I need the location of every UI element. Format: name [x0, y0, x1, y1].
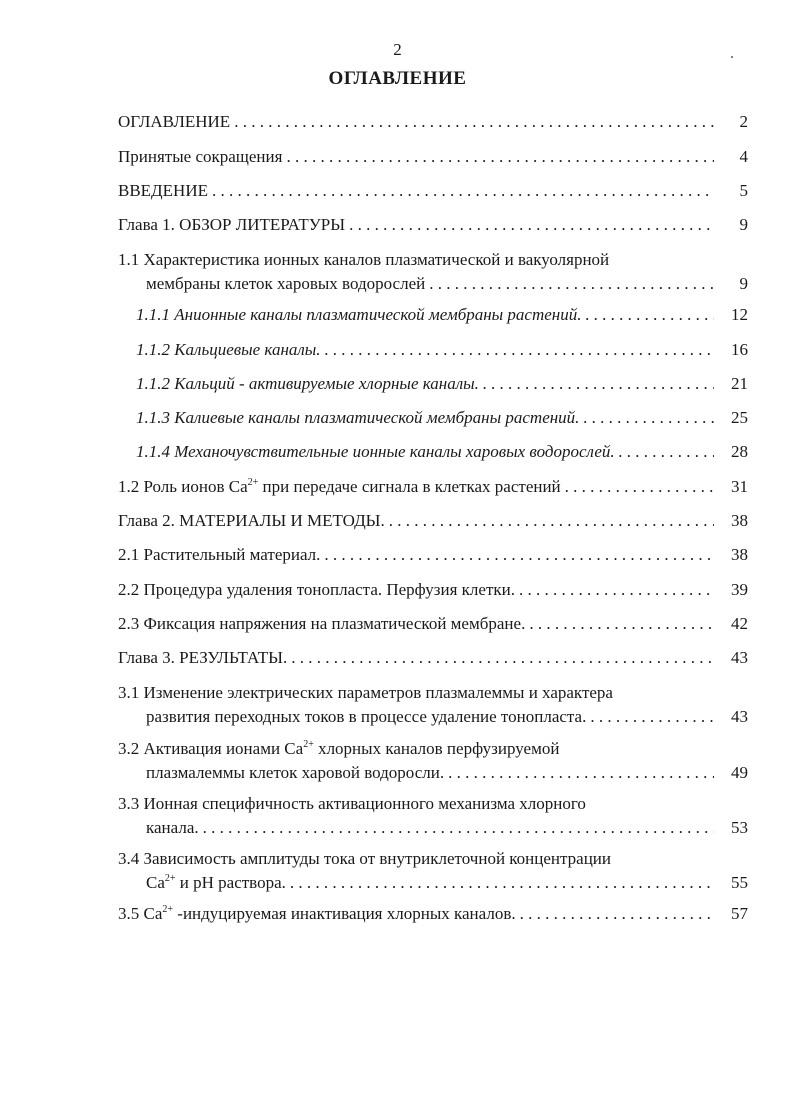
- toc-entry[interactable]: [118, 110, 748, 134]
- superscript-charge: 2+: [303, 739, 314, 750]
- toc-entry-title: 1.1.2 Кальций - активируемые хлорные каналы.: [136, 374, 479, 393]
- toc-entry[interactable]: [118, 509, 748, 533]
- toc-entry-page: 43: [731, 648, 748, 667]
- toc-entry-page: 2: [739, 112, 748, 131]
- toc-entry-title: ВВЕДЕНИЕ: [118, 181, 208, 200]
- toc-entry-title: 2.3 Фиксация напряжения на плазматической мембране.: [118, 614, 526, 633]
- toc-entry-page: 12: [731, 305, 748, 324]
- toc-leader-dots: [583, 406, 714, 430]
- toc-entry-page: 21: [731, 374, 748, 393]
- toc-entry-page: 42: [731, 614, 748, 633]
- toc-title-part: хлорных каналов перфузируемой: [313, 739, 560, 758]
- toc-title-part: Ca: [146, 873, 165, 892]
- toc-entry-page: 39: [731, 580, 748, 599]
- toc-entry-page: 28: [731, 442, 748, 461]
- toc-entry[interactable]: [118, 681, 748, 729]
- toc-entry-page: 4: [739, 147, 748, 166]
- toc-leader-dots: [291, 646, 714, 670]
- toc-entry-page: 57: [731, 904, 748, 923]
- toc-entry[interactable]: [118, 475, 748, 499]
- toc-entry-title-line2: канала.: [146, 818, 199, 837]
- superscript-charge: 2+: [164, 873, 176, 884]
- toc-entry[interactable]: [118, 578, 748, 602]
- toc-entry[interactable]: [118, 248, 748, 296]
- toc-entry-title: Принятые сокращения: [118, 147, 283, 166]
- toc-leader-dots: [389, 509, 714, 533]
- toc-leader-dots: [519, 578, 714, 602]
- toc-entry-title: 1.1.3 Калиевые каналы плазматической мембраны растений.: [136, 408, 580, 427]
- page-title: ОГЛАВЛЕНИЕ: [328, 68, 467, 89]
- superscript-charge: 2+: [247, 477, 259, 488]
- toc-entry[interactable]: [118, 646, 748, 670]
- toc-entry-title-line2: мембраны клеток харовых водорослей: [146, 274, 426, 293]
- page-number: 2: [393, 40, 402, 59]
- toc-entry[interactable]: [136, 406, 748, 430]
- toc-entry-title-line2: [146, 871, 286, 895]
- toc-leader-dots: [429, 272, 714, 296]
- toc-entry-page: 25: [731, 408, 748, 427]
- toc-entry-title-line1: 3.4 Зависимость амплитуды тока от внутриклеточной концентрации: [118, 849, 611, 868]
- toc-entry[interactable]: [118, 145, 748, 169]
- toc-entry[interactable]: [118, 213, 748, 237]
- toc-entry[interactable]: [136, 338, 748, 362]
- toc-leader-dots: [586, 303, 715, 327]
- toc-leader-dots: [290, 871, 714, 895]
- toc-entry-title: Глава 3. РЕЗУЛЬТАТЫ.: [118, 648, 288, 667]
- toc-leader-dots: [590, 705, 714, 729]
- toc-entry[interactable]: [136, 372, 748, 396]
- toc-entry-page: 16: [731, 340, 748, 359]
- toc-entry[interactable]: [136, 303, 748, 327]
- toc-leader-dots: [212, 179, 714, 203]
- toc-entry-title: 1.1.2 Кальциевые каналы.: [136, 340, 321, 359]
- toc-entry-title: [118, 902, 516, 926]
- toc-entry-page: 5: [739, 181, 748, 200]
- toc-leader-dots: [619, 440, 714, 464]
- toc-leader-dots: [448, 761, 714, 785]
- toc-entry-title: 1.1.4 Механочувствительные ионные каналы харовых водорослей.: [136, 442, 615, 461]
- toc-leader-dots: [349, 213, 714, 237]
- toc-entry-page: 53: [731, 818, 748, 837]
- toc-entry[interactable]: [118, 612, 748, 636]
- toc-entry[interactable]: [118, 179, 748, 203]
- toc-title-part: и pH раствора.: [175, 873, 286, 892]
- toc-entry-title-line2: плазмалеммы клеток харовой водоросли.: [146, 763, 445, 782]
- toc-entry-title: Глава 1. ОБЗОР ЛИТЕРАТУРЫ: [118, 215, 346, 234]
- toc-entry-page: 49: [731, 763, 748, 782]
- toc-leader-dots: [565, 475, 714, 499]
- toc-entry-page: 9: [739, 274, 748, 293]
- toc-title-part: -индуцируемая инактивация хлорных каналов.: [173, 904, 516, 923]
- toc-entry-title-line1: [118, 737, 748, 761]
- toc-leader-dots: [325, 338, 714, 362]
- toc-entry[interactable]: [118, 902, 748, 926]
- superscript-charge: 2+: [162, 904, 174, 915]
- toc-leader-dots: [520, 902, 714, 926]
- toc-title-part: при передаче сигнала в клетках растений: [258, 477, 561, 496]
- toc-entry-title: [118, 475, 561, 499]
- toc-title-part: 3.2 Активация ионами Ca: [118, 739, 304, 758]
- toc-entry-title: 1.1.1 Анионные каналы плазматической мембраны растений.: [136, 305, 582, 324]
- toc-entry-title-line1: 3.1 Изменение электрических параметров плазмалеммы и характера: [118, 683, 613, 702]
- toc-entry[interactable]: [136, 440, 748, 464]
- toc-entry[interactable]: [118, 737, 748, 785]
- toc-leader-dots: [203, 816, 714, 840]
- toc-entry-page: 38: [731, 545, 748, 564]
- toc-leader-dots: [483, 372, 714, 396]
- toc-leader-dots: [324, 543, 714, 567]
- toc-entry[interactable]: [118, 543, 748, 567]
- toc-entry-title: Глава 2. МАТЕРИАЛЫ И МЕТОДЫ.: [118, 511, 385, 530]
- toc-entry-title: 2.2 Процедура удаления тонопласта. Перфузия клетки.: [118, 580, 515, 599]
- toc-leader-dots: [286, 145, 714, 169]
- toc-entry-title-line1: 3.3 Ионная специфичность активационного механизма хлорного: [118, 794, 586, 813]
- toc-entry-page: 43: [731, 707, 748, 726]
- toc-entry-page: 9: [739, 215, 748, 234]
- toc-entry-page: 38: [731, 511, 748, 530]
- toc-entry-page: 55: [731, 873, 748, 892]
- toc-entry-title-line1: 1.1 Характеристика ионных каналов плазматической и вакуолярной: [118, 250, 610, 269]
- toc-entry[interactable]: [118, 847, 748, 895]
- toc-entry[interactable]: [118, 792, 748, 840]
- toc-entry-title-line2: развития переходных токов в процессе удаление тонопласта.: [146, 707, 587, 726]
- toc-leader-dots: [529, 612, 714, 636]
- toc-entry-title: ОГЛАВЛЕНИЕ: [118, 112, 231, 131]
- toc-title-part: 1.2 Роль ионов Ca: [118, 477, 248, 496]
- toc-entry-title: 2.1 Растительный материал.: [118, 545, 321, 564]
- toc-entry-page: 31: [731, 477, 748, 496]
- toc-title-part: 3.5 Ca: [118, 904, 163, 923]
- toc-leader-dots: [234, 110, 714, 134]
